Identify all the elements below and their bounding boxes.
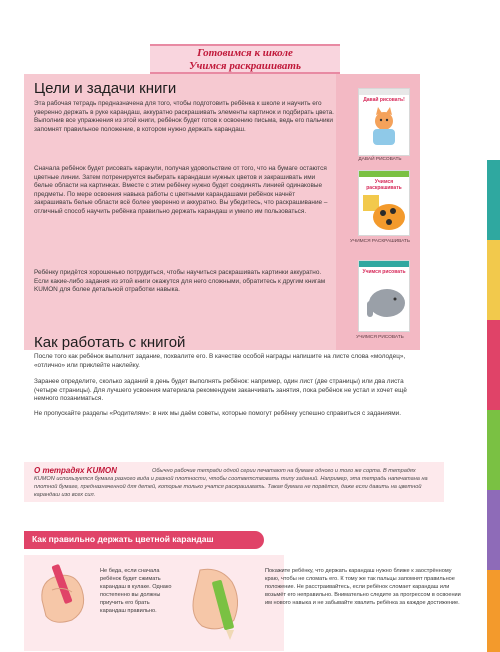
edge-stripe-purple bbox=[487, 490, 500, 570]
section1-para-3: Ребёнку придётся хорошенько потрудиться, чтобы научиться раскрашивать картинки аккуратно. Если какие-либо задания из этой книги окажутся для него сложными, обратитесь к другим книгам KUMON для более детальной отработки навыка. bbox=[34, 269, 326, 293]
pencil-tip-2: Покажите ребёнку, что держать карандаш нужно ближе к заострённому краю, чтобы не сломать его. К тому же так пальцы запомнят правильное положение. Не расстраивайтесь, если ребёнок сломает карандаш или возьмёт его неправильно. Внимательно следите за прогрессом в освоении им нового навыка и не забывайте хвалить ребёнка за каждое достижение. bbox=[265, 568, 461, 606]
header-line1: Готовимся к школе bbox=[197, 47, 293, 59]
edge-stripe-yellow bbox=[487, 240, 500, 320]
section2-para-1: После того как ребёнок выполнит задание, похвалите его. В качестве особой награды напишите на листе слова «молодец», «отлично» или приклейте наклейку. bbox=[34, 353, 406, 369]
edge-stripe-green bbox=[487, 410, 500, 490]
book-2-title: Учимся раскрашивать bbox=[366, 179, 402, 191]
fist-grip-hand-icon bbox=[32, 560, 96, 630]
note-heading: О тетрадях KUMON bbox=[34, 466, 117, 475]
ladybug-illustration-icon bbox=[359, 191, 409, 235]
section1-para-2: Сначала ребёнок будет рисовать каракули, получая удовольствие от того, что на бумаге остаются цветные линии. Затем потренируется выбирать карандаши нужных цветов и закрашивать ими белые области на картинках. Вместе с этим ребёнку нужно будет соединять линией одинаковые предметы. По мере освоения навыка работы с цветными карандашами ребёнок начнёт закрашивать белые области всё более уверенно и аккуратно. Вы убедитесь, что раскрашивание – отличный способ научить ребёнка правильно держать карандаш и умело им пользоваться. bbox=[34, 165, 328, 215]
book-3-title: Учимся рисовать bbox=[362, 269, 406, 275]
correct-grip-hand-icon bbox=[180, 560, 260, 640]
section2-para-2: Заранее определите, сколько заданий в день будет выполнять ребёнок: например, один лист (две страницы) или два листа (четыре страницы). Для лучшего усвоения материала рекомендуем заканчивать занятия, пока ребёнок не устал и хочет ещё немного позаниматься. bbox=[34, 378, 407, 402]
section2-para-3: Не пропускайте разделы «Родителям»: в них мы даём советы, которые помогут ребёнку успешно справиться с заданиями. bbox=[34, 410, 401, 417]
book-cover-3 bbox=[358, 260, 410, 332]
header-line2: Учимся раскрашивать bbox=[188, 60, 302, 72]
pencil-section-tag bbox=[24, 531, 264, 549]
pencil-tip-1: Не беда, если сначала ребёнок будет сжимать карандаш в кулаке. Однако постепенно вы должны приучить его брать карандаш правильно. bbox=[100, 568, 172, 614]
section1-title: Цели и задачи книги bbox=[34, 80, 177, 97]
book-1-title: Давай рисовать! bbox=[363, 97, 405, 103]
book-2-caption: УЧИМСЯ РАСКРАШИВАТЬ bbox=[349, 239, 411, 244]
edge-stripe-orange bbox=[487, 570, 500, 652]
header-banner bbox=[150, 44, 340, 74]
elephant-illustration-icon bbox=[359, 275, 409, 325]
section2-title: Как работать с книгой bbox=[34, 334, 186, 351]
book-cover-1 bbox=[358, 88, 410, 156]
book-3-caption: УЧИМСЯ РИСОВАТЬ bbox=[356, 335, 404, 340]
note-text: Обычно рабочие тетради одной серии печатают на бумаге одного и того же сорта. В тетрадях KUMON используется бумага разного вида и разной плотности, чтобы соответствовать типу заданий. Например, эта тетрадь напечатана на плотной бумаге, предназначенной для детей, которые только учатся раскрашивать. Такая бумага не порвётся, даже если давить на цветной карандаш изо всех сил. bbox=[34, 468, 428, 498]
edge-stripe-teal bbox=[487, 160, 500, 240]
book-cover-2 bbox=[358, 170, 410, 236]
cat-illustration-icon bbox=[359, 103, 409, 151]
book-1-caption: ДАВАЙ РИСОВАТЬ bbox=[358, 157, 402, 162]
section1-para-1: Эта рабочая тетрадь предназначена для того, чтобы подготовить ребёнка к школе и научить его уверенно держать в руке карандаш, аккуратно раскрашивать элементы картинок и подбирать цвета. Выполнив все упражнения из этой книги, ребёнок будет готов к освоению письма, ведь его пальчики запомнят правильное положение, в котором нужно держать карандаш. bbox=[34, 100, 334, 133]
edge-stripe-pink bbox=[487, 320, 500, 410]
pencil-section-title: Как правильно держать цветной карандаш bbox=[32, 534, 214, 544]
